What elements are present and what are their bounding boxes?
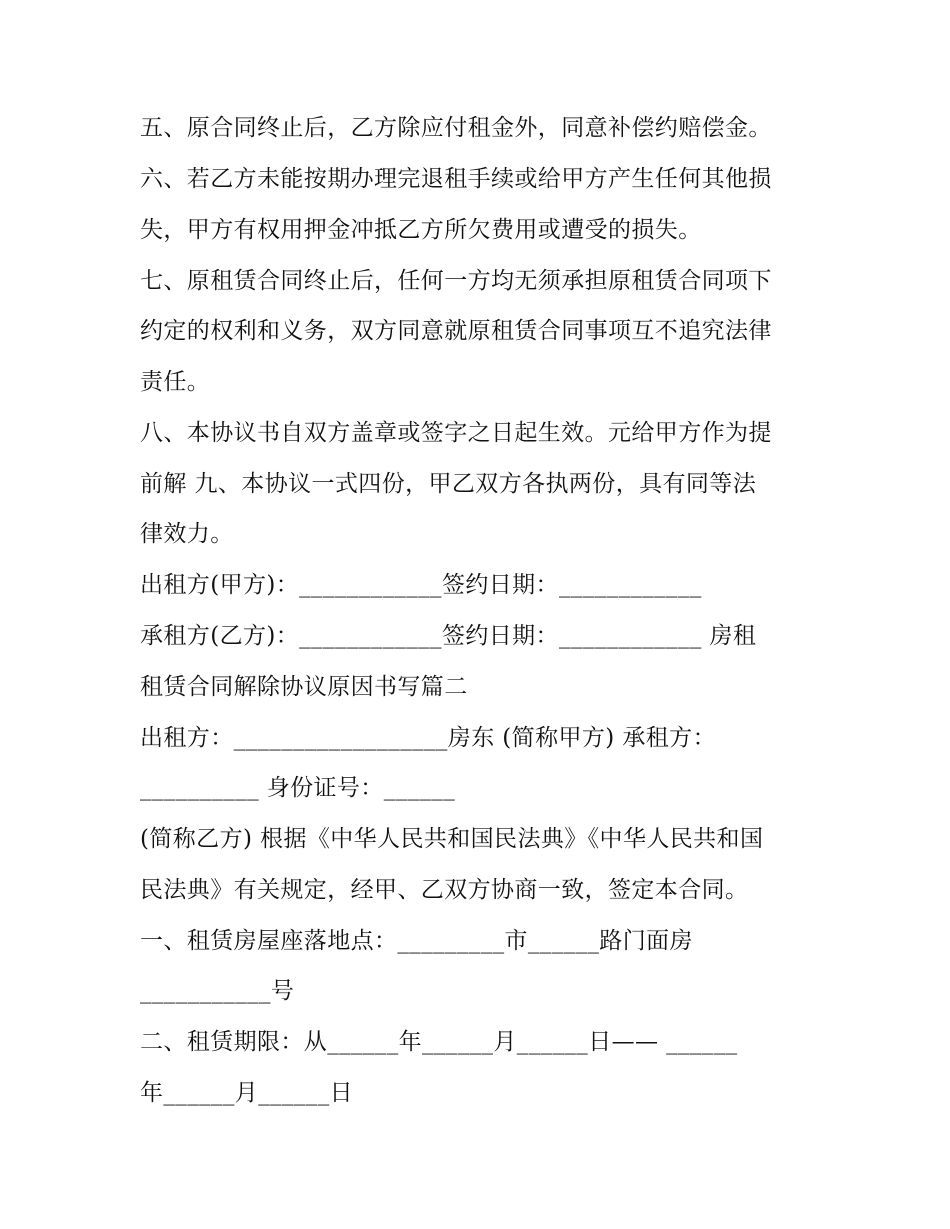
signature-line-lessor: 出租方(甲方)：____________签约日期：____________ xyxy=(140,572,702,598)
signature-line-lessee: 承租方(乙方)：____________签约日期：____________ 房租 xyxy=(140,623,757,649)
text-line: 责任。 xyxy=(140,369,211,395)
text-line: ___________号 xyxy=(140,978,295,1004)
text-line: 律效力。 xyxy=(140,521,234,547)
text-line: 五、原合同终止后，乙方除应付租金外，同意补偿约赔偿金。 xyxy=(140,115,772,141)
section-title: 租赁合同解除协议原因书写篇二 xyxy=(140,674,468,700)
text-line: 七、原租赁合同终止后，任何一方均无须承担原租赁合同项下 xyxy=(140,268,772,294)
text-line: __________ 身份证号：______ xyxy=(140,775,456,801)
text-line: 一、租赁房屋座落地点：_________市______路门面房 xyxy=(140,928,693,954)
text-line: 年______月______日 xyxy=(140,1080,353,1106)
text-line: 出租方：__________________房东 (简称甲方) 承租方： xyxy=(140,725,716,751)
text-line: 前解 九、本协议一式四份，甲乙双方各执两份，具有同等法 xyxy=(140,471,757,497)
text-line: 二、租赁期限：从______年______月______日—— ______ xyxy=(140,1029,738,1055)
text-line: 八、本协议书自双方盖章或签字之日起生效。元给甲方作为提 xyxy=(140,420,772,446)
text-line: 民法典》有关规定，经甲、乙双方协商一致，签定本合同。 xyxy=(140,877,749,903)
text-line: 六、若乙方未能按期办理完退租手续或给甲方产生任何其他损 xyxy=(140,166,772,192)
text-line: 约定的权利和义务，双方同意就原租赁合同事项互不追究法律 xyxy=(140,318,772,344)
text-line: (简称乙方) 根据《中华人民共和国民法典》《中华人民共和国 xyxy=(140,826,764,852)
text-line: 失，甲方有权用押金冲抵乙方所欠费用或遭受的损失。 xyxy=(140,217,702,243)
